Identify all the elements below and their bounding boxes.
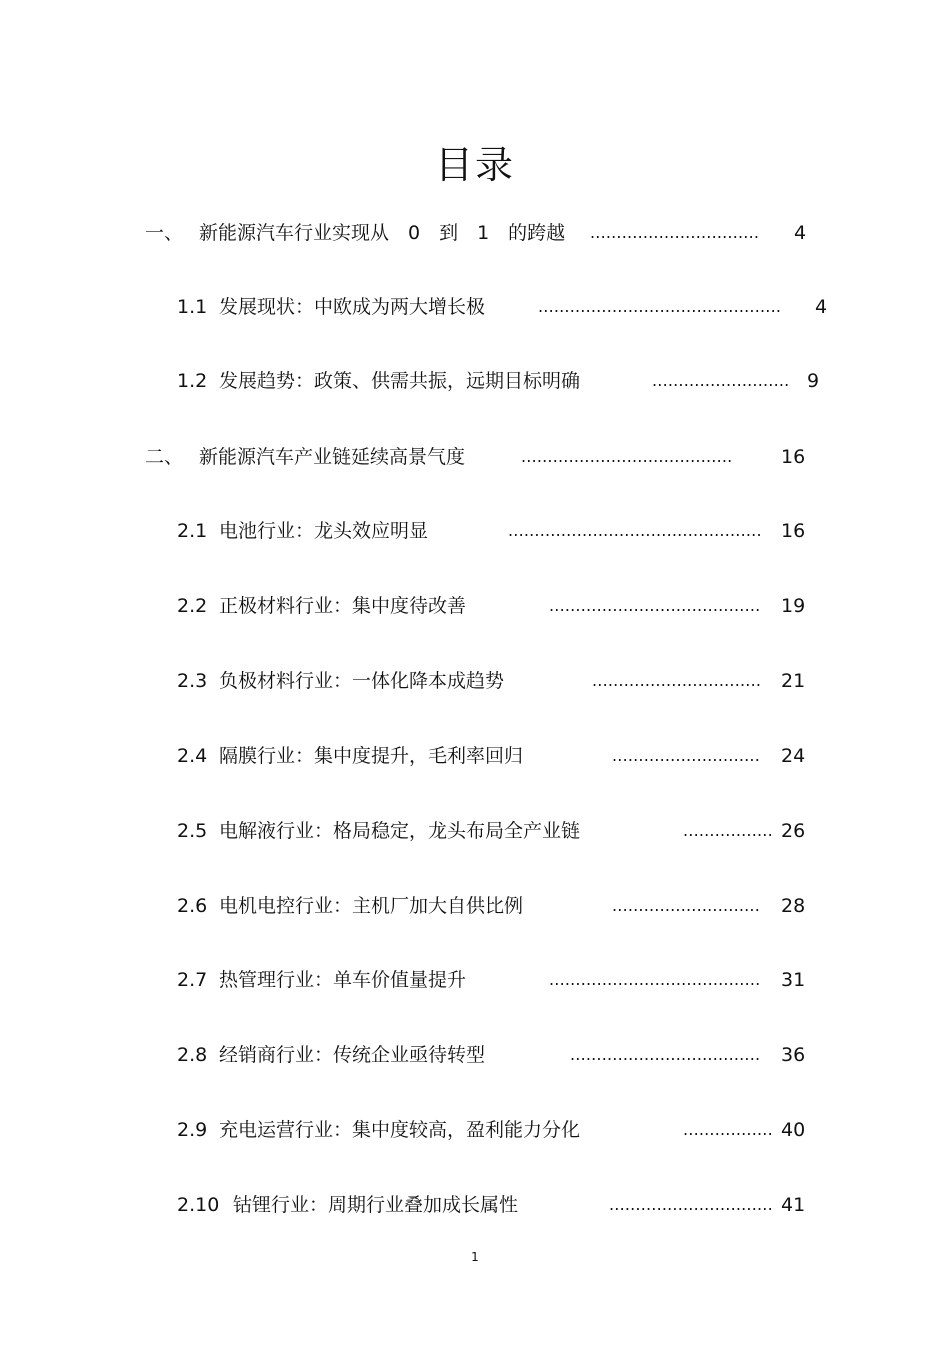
toc-entry[interactable] [0,218,950,248]
toc-entry-title: 隔膜行业：集中度提升，毛利率回归 [219,745,524,767]
toc-entry[interactable] [0,816,950,846]
toc-entry-number: 一、 [145,222,184,244]
toc-entry[interactable] [0,891,950,921]
toc-entry[interactable] [0,666,950,696]
toc-entry-title: 钴锂行业：周期行业叠加成长属性 [233,1194,519,1216]
toc-entry-leader: ................................ [592,671,762,690]
toc-entry-title: 充电运营行业：集中度较高，盈利能力分化 [219,1119,581,1141]
toc-entry-leader: .............................................. [538,297,782,316]
toc-entry-leader: ................................................ [508,521,762,540]
toc-entry-number: 二、 [145,446,184,468]
toc-entry-title: 经销商行业：传统企业亟待转型 [219,1044,486,1066]
toc-entry-page: 21 [781,670,806,692]
toc-entry[interactable] [0,591,950,621]
toc-entry-page: 9 [807,370,820,392]
toc-entry-page: 4 [794,222,807,244]
toc-entry-leader: .................................... [570,1045,761,1064]
toc-entry-number: 2.4 [177,745,208,767]
toc-entry-page: 28 [781,895,806,917]
toc-entry-leader: ........................................ [549,596,761,615]
toc-entry-title: 电机电控行业：主机厂加大自供比例 [219,895,524,917]
toc-entry-title: 发展趋势：政策、供需共振，远期目标明确 [219,370,581,392]
page-number: 1 [471,1250,479,1264]
toc-entry-title: 热管理行业：单车价值量提升 [219,969,467,991]
toc-entry-page: 36 [781,1044,806,1066]
toc-entry-page: 16 [781,520,806,542]
toc-entry-leader: ................. [683,821,773,840]
toc-entry[interactable] [0,442,950,472]
toc-entry-leader: ............................... [609,1195,773,1214]
toc-entry[interactable] [0,965,950,995]
toc-entry-leader: .......................... [652,371,790,390]
toc-entry-number: 2.10 [177,1194,220,1216]
toc-entry-number: 2.9 [177,1119,208,1141]
toc-entry-leader: ................................ [590,223,760,242]
toc-entry-page: 41 [781,1194,806,1216]
toc-entry[interactable] [0,741,950,771]
toc-entry-title: 新能源汽车行业实现从 0 到 1 的跨越 [199,222,566,244]
toc-entry[interactable] [0,366,950,396]
toc-entry-title: 负极材料行业：一体化降本成趋势 [219,670,505,692]
toc-entry-number: 2.5 [177,820,208,842]
toc-entry-page: 19 [781,595,806,617]
toc-entry-page: 26 [781,820,806,842]
toc-entry-leader: ........................................ [549,970,761,989]
toc-entry-page: 4 [815,296,828,318]
toc-title: 目录 [434,143,515,187]
toc-entry-page: 31 [781,969,806,991]
toc-entry-number: 1.2 [177,370,208,392]
toc-entry-leader: ............................ [612,746,761,765]
toc-entry[interactable] [0,292,950,322]
toc-entry[interactable] [0,516,950,546]
toc-entry-leader: ............................ [612,896,761,915]
toc-entry[interactable] [0,1190,950,1220]
toc-entry[interactable] [0,1115,950,1145]
toc-entry-title: 正极材料行业：集中度待改善 [219,595,467,617]
toc-entry-number: 1.1 [177,296,208,318]
toc-entry-number: 2.8 [177,1044,208,1066]
toc-entry-page: 16 [781,446,806,468]
toc-entry-page: 40 [781,1119,806,1141]
toc-entry-title: 发展现状：中欧成为两大增长极 [219,296,486,318]
toc-entry-number: 2.3 [177,670,208,692]
toc-entry-number: 2.6 [177,895,208,917]
toc-entry[interactable] [0,1040,950,1070]
toc-entry-number: 2.1 [177,520,208,542]
toc-entry-title: 电解液行业：格局稳定，龙头布局全产业链 [219,820,581,842]
toc-entry-number: 2.2 [177,595,208,617]
toc-entry-leader: ................. [683,1120,773,1139]
toc-entry-leader: ........................................ [521,447,733,466]
toc-entry-page: 24 [781,745,806,767]
toc-entry-title: 电池行业：龙头效应明显 [219,520,429,542]
toc-entry-title: 新能源汽车产业链延续高景气度 [199,446,466,468]
toc-entry-number: 2.7 [177,969,208,991]
